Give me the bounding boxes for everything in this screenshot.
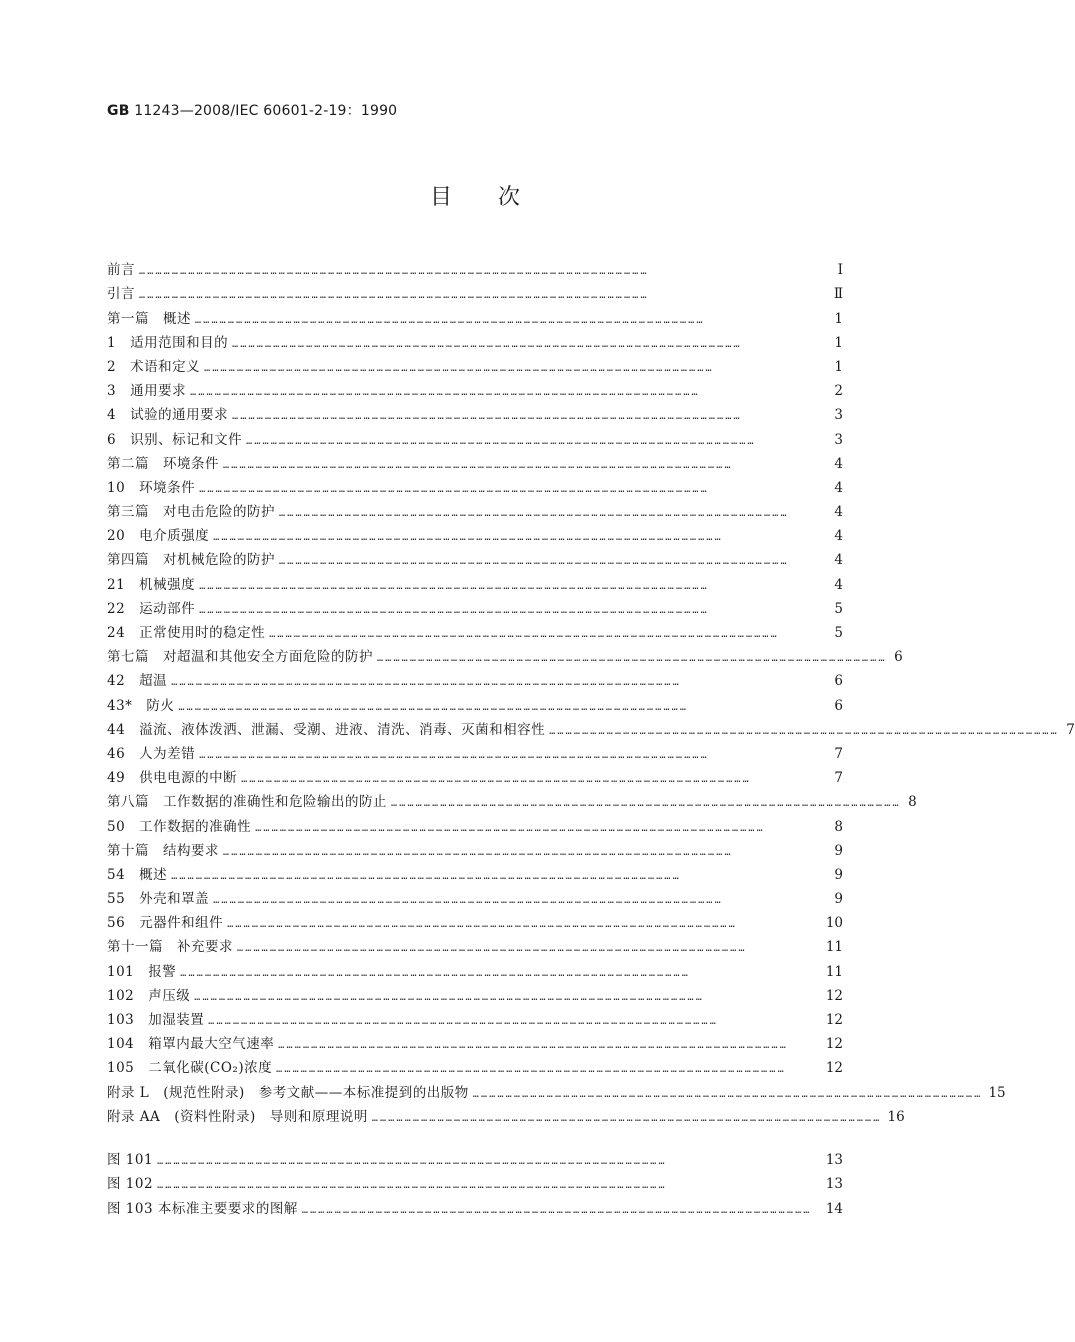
toc-entry[interactable] xyxy=(107,548,843,572)
entry-label: 20 电介质强度 xyxy=(107,528,210,545)
table-of-contents xyxy=(107,258,1075,1129)
toc-entry[interactable] xyxy=(107,863,843,887)
entry-label: 21 机械强度 xyxy=(107,576,196,593)
entry-label: 第十篇 结构要求 xyxy=(107,842,219,859)
toc-entry[interactable] xyxy=(107,814,843,838)
entry-page-number: 11 xyxy=(825,963,843,980)
entry-label: 2 术语和定义 xyxy=(107,358,201,375)
entry-label: 第一篇 概述 xyxy=(107,310,191,327)
dot-leader: …………………………………………………………………………………………………………………………………………………………………… xyxy=(232,411,742,423)
dot-leader: …………………………………………………………………………………………………………………………………………………………………… xyxy=(232,338,742,350)
toc-entry[interactable] xyxy=(107,1056,843,1080)
entry-label: 101 报警 xyxy=(107,963,177,980)
toc-entry[interactable] xyxy=(107,742,843,766)
dot-leader: …………………………………………………………………………………………………………………………………………………………………… xyxy=(246,435,756,447)
entry-label: 第二篇 环境条件 xyxy=(107,455,219,472)
entry-label: 102 声压级 xyxy=(107,987,191,1004)
entry-page-number: 7 xyxy=(834,745,843,762)
entry-page-number: 4 xyxy=(834,576,843,593)
dot-leader: …………………………………………………………………………………………………………………………………………………………………… xyxy=(279,556,789,568)
toc-entry[interactable] xyxy=(107,1080,1006,1104)
entry-page-number: 12 xyxy=(825,1060,843,1077)
entry-page-number: 6 xyxy=(894,649,903,666)
toc-entry[interactable] xyxy=(107,379,843,403)
dot-leader: …………………………………………………………………………………………………………………………………………………………………… xyxy=(195,314,705,326)
dot-leader: …………………………………………………………………………………………………………………………………………………………………… xyxy=(269,629,779,640)
entry-label: 54 概述 xyxy=(107,866,168,883)
dot-leader: …………………………………………………………………………………………………………………………………………………………………… xyxy=(549,725,1059,737)
entry-label: 104 箱罩内最大空气速率 xyxy=(107,1036,275,1053)
entry-label: 引言 xyxy=(107,286,135,303)
dot-leader: …………………………………………………………………………………………………………………………………………………………………… xyxy=(213,895,723,907)
toc-entry[interactable] xyxy=(107,839,843,863)
toc-entry[interactable] xyxy=(107,331,843,355)
toc-entry[interactable] xyxy=(107,766,843,790)
entry-label: 图 102 xyxy=(107,1176,154,1193)
toc-entry[interactable] xyxy=(107,306,843,330)
entry-page-number: 9 xyxy=(834,891,843,908)
entry-page-number: 1 xyxy=(834,310,843,327)
toc-entry[interactable] xyxy=(107,524,843,548)
entry-page-number: 8 xyxy=(834,818,843,835)
toc-entry[interactable] xyxy=(107,476,843,500)
entry-label: 56 元器件和组件 xyxy=(107,915,224,932)
entry-page-number: 12 xyxy=(825,1012,843,1028)
dot-leader: …………………………………………………………………………………………………………………………………………………………………… xyxy=(213,532,723,544)
toc-entry[interactable] xyxy=(107,1105,905,1129)
entry-page-number: 7 xyxy=(834,770,843,787)
entry-page-number: 1 xyxy=(834,334,843,351)
entry-page-number: 9 xyxy=(834,842,843,859)
dot-leader: …………………………………………………………………………………………………………………………………………………………………… xyxy=(227,919,737,931)
figure-entry[interactable] xyxy=(107,1148,843,1172)
dot-leader: …………………………………………………………………………………………………………………………………………………………………… xyxy=(279,508,789,520)
dot-leader: …………………………………………………………………………………………………………………………………………………………………… xyxy=(194,991,704,1003)
dot-leader: …………………………………………………………………………………………………………………………………………………………………… xyxy=(139,266,649,278)
toc-entry[interactable] xyxy=(107,935,843,959)
entry-label: 43* 防火 xyxy=(107,697,175,714)
toc-entry[interactable] xyxy=(107,403,843,427)
entry-label: 24 正常使用时的稳定性 xyxy=(107,625,266,641)
dot-leader: …………………………………………………………………………………………………………………………………………………………………… xyxy=(391,798,901,810)
entry-label: 10 环境条件 xyxy=(107,479,196,496)
entry-label: 第三篇 对电击危险的防护 xyxy=(107,504,275,521)
dot-leader: …………………………………………………………………………………………………………………………………………………………………… xyxy=(278,1040,788,1052)
entry-page-number: 4 xyxy=(834,455,843,472)
entry-label: 4 试验的通用要求 xyxy=(107,407,229,424)
entry-label: 第八篇 工作数据的准确性和危险输出的防止 xyxy=(107,794,387,811)
toc-entry[interactable] xyxy=(107,669,843,693)
toc-entry[interactable] xyxy=(107,790,917,814)
entry-page-number: 8 xyxy=(908,794,917,811)
entry-label: 105 二氧化碳(CO₂)浓度 xyxy=(107,1060,273,1077)
dot-leader: …………………………………………………………………………………………………………………………………………………………………… xyxy=(204,362,714,374)
toc-entry[interactable] xyxy=(107,452,843,476)
page-title: 目次 xyxy=(429,185,566,210)
entry-page-number: 4 xyxy=(834,504,843,521)
entry-label: 6 识别、标记和文件 xyxy=(107,431,243,448)
toc-entry[interactable] xyxy=(107,282,843,306)
entry-page-number: 6 xyxy=(834,697,843,714)
entry-page-number: Ⅰ xyxy=(837,262,843,279)
dot-leader: …………………………………………………………………………………………………………………………………………………………………… xyxy=(255,822,765,834)
entry-label: 49 供电电源的中断 xyxy=(107,770,238,787)
dot-leader: …………………………………………………………………………………………………………………………………………………………………… xyxy=(171,870,681,882)
toc-entry[interactable] xyxy=(107,911,843,935)
toc-entry[interactable] xyxy=(107,572,843,596)
entry-page-number: 10 xyxy=(825,915,843,932)
entry-page-number: 12 xyxy=(825,987,843,1004)
dot-leader: …………………………………………………………………………………………………………………………………………………………………… xyxy=(237,943,747,955)
toc-entry[interactable] xyxy=(107,693,843,717)
entry-label: 46 人为差错 xyxy=(107,745,196,762)
entry-page-number: 3 xyxy=(834,407,843,424)
dot-leader: …………………………………………………………………………………………………………………………………………………………………… xyxy=(178,701,689,713)
entry-label: 第七篇 对超温和其他安全方面危险的防护 xyxy=(107,649,373,666)
toc-entry[interactable] xyxy=(107,500,843,524)
toc-entry[interactable] xyxy=(107,355,843,379)
dot-leader: …………………………………………………………………………………………………………………………………………………………………… xyxy=(276,1064,786,1076)
entry-label: 1 适用范围和目的 xyxy=(107,334,229,351)
entry-page-number: 13 xyxy=(825,1152,843,1169)
figure-list xyxy=(107,1148,843,1221)
entry-page-number: 1 xyxy=(834,358,843,375)
entry-label: 50 工作数据的准确性 xyxy=(107,818,252,835)
dot-leader: …………………………………………………………………………………………………………………………………………………………………… xyxy=(301,1204,812,1216)
dot-leader: …………………………………………………………………………………………………………………………………………………………………… xyxy=(199,580,709,592)
dot-leader: …………………………………………………………………………………………………………………………………………………………………… xyxy=(180,967,690,979)
dot-leader: …………………………………………………………………………………………………………………………………………………………………… xyxy=(377,653,887,665)
entry-page-number: 14 xyxy=(825,1200,843,1217)
dot-leader: …………………………………………………………………………………………………………………………………………………………………… xyxy=(199,483,709,495)
dot-leader: …………………………………………………………………………………………………………………………………………………………………… xyxy=(371,1112,882,1124)
toc-entry[interactable] xyxy=(107,984,843,1008)
entry-page-number: 12 xyxy=(825,1036,843,1053)
dot-leader: …………………………………………………………………………………………………………………………………………………………………… xyxy=(171,677,681,689)
entry-label: 42 超温 xyxy=(107,673,168,690)
toc-entry[interactable] xyxy=(107,597,843,621)
entry-page-number: 4 xyxy=(834,552,843,569)
standard-code: GB xyxy=(107,103,130,119)
entry-label: 44 溢流、液体泼洒、泄漏、受潮、进液、清洗、消毒、灭菌和相容性 xyxy=(107,721,546,738)
entry-label: 第十一篇 补充要求 xyxy=(107,939,233,956)
standard-header xyxy=(107,100,397,120)
dot-leader: …………………………………………………………………………………………………………………………………………………………………… xyxy=(208,1016,718,1027)
entry-label: 附录 L (规范性附录) 参考文献——本标准提到的出版物 xyxy=(107,1084,469,1101)
toc-entry[interactable] xyxy=(107,427,843,451)
dot-leader: …………………………………………………………………………………………………………………………………………………………………… xyxy=(472,1088,983,1100)
entry-page-number: 15 xyxy=(988,1084,1006,1101)
entry-page-number: 4 xyxy=(834,479,843,496)
dot-leader: …………………………………………………………………………………………………………………………………………………………………… xyxy=(190,387,700,399)
toc-entry[interactable] xyxy=(107,258,843,282)
entry-label: 图 103 本标准主要要求的图解 xyxy=(107,1200,298,1217)
entry-page-number: 2 xyxy=(834,383,843,400)
entry-label: 22 运动部件 xyxy=(107,600,196,617)
toc-entry[interactable] xyxy=(107,887,843,911)
entry-page-number: 6 xyxy=(834,673,843,690)
toc-entry[interactable] xyxy=(107,718,1075,742)
entry-page-number: 13 xyxy=(825,1176,843,1193)
entry-label: 103 加湿装置 xyxy=(107,1012,205,1028)
figure-entry[interactable] xyxy=(107,1196,843,1220)
toc-entry[interactable] xyxy=(107,1008,843,1032)
entry-label: 3 通用要求 xyxy=(107,383,187,400)
entry-page-number: Ⅱ xyxy=(833,286,843,303)
entry-page-number: 5 xyxy=(834,625,843,641)
entry-page-number: 11 xyxy=(825,939,843,956)
entry-page-number: 5 xyxy=(834,600,843,617)
entry-page-number: 3 xyxy=(834,431,843,448)
entry-label: 第四篇 对机械危险的防护 xyxy=(107,552,275,569)
dot-leader: …………………………………………………………………………………………………………………………………………………………………… xyxy=(199,749,709,761)
entry-label: 附录 AA (资料性附录) 导则和原理说明 xyxy=(107,1108,368,1125)
entry-page-number: 9 xyxy=(834,866,843,883)
standard-number: 11243—2008/IEC 60601-2-19：1990 xyxy=(129,103,398,119)
dot-leader: …………………………………………………………………………………………………………………………………………………………………… xyxy=(223,459,733,471)
entry-label: 55 外壳和罩盖 xyxy=(107,891,210,908)
toc-entry[interactable] xyxy=(107,621,843,645)
toc-entry[interactable] xyxy=(107,959,843,983)
dot-leader: …………………………………………………………………………………………………………………………………………………………………… xyxy=(223,846,733,858)
entry-page-number: 4 xyxy=(834,528,843,545)
entry-page-number: 16 xyxy=(887,1108,905,1125)
entry-label: 图 101 xyxy=(107,1152,154,1169)
dot-leader: …………………………………………………………………………………………………………………………………………………………………… xyxy=(157,1156,667,1168)
entry-page-number: 7 xyxy=(1066,721,1075,738)
figure-entry[interactable] xyxy=(107,1172,843,1196)
toc-entry[interactable] xyxy=(107,645,903,669)
dot-leader: …………………………………………………………………………………………………………………………………………………………………… xyxy=(139,290,649,302)
dot-leader: …………………………………………………………………………………………………………………………………………………………………… xyxy=(199,604,709,616)
dot-leader: …………………………………………………………………………………………………………………………………………………………………… xyxy=(241,774,751,786)
entry-label: 前言 xyxy=(107,262,135,279)
toc-entry[interactable] xyxy=(107,1032,843,1056)
dot-leader: …………………………………………………………………………………………………………………………………………………………………… xyxy=(157,1180,667,1192)
